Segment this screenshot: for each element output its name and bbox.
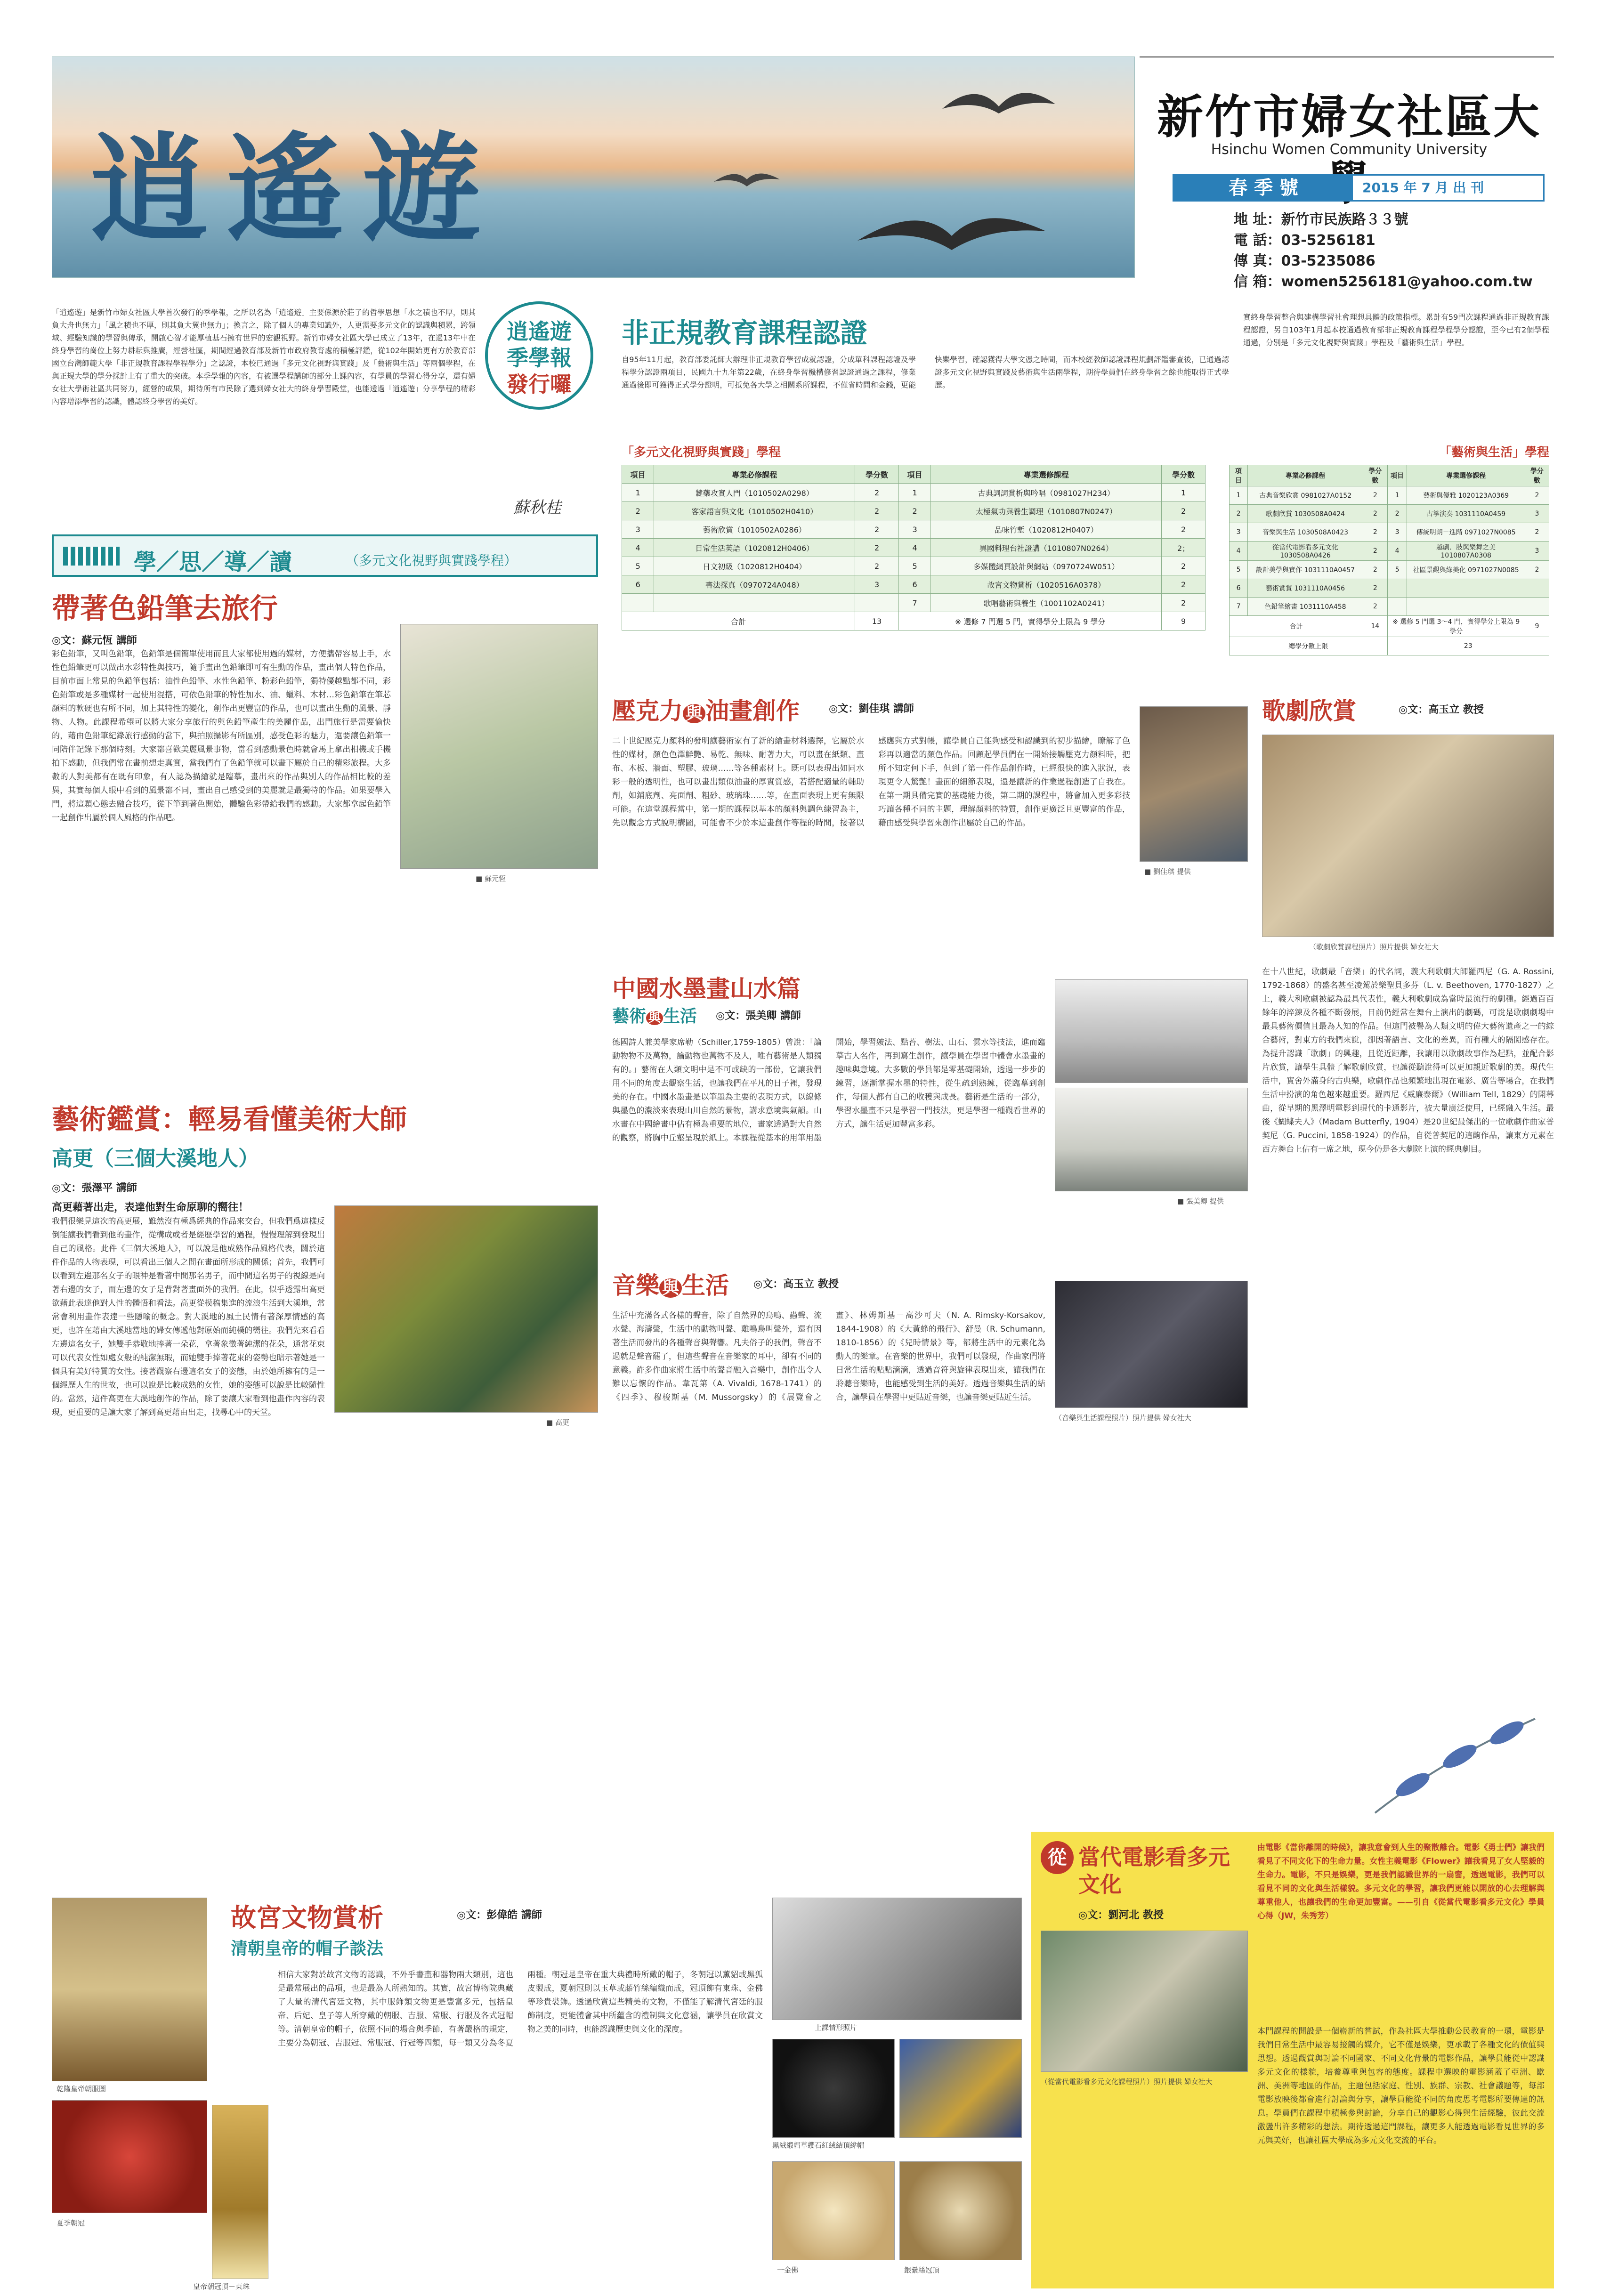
photo-caption: 皇帝朝冠頂－東珠 [193, 2282, 250, 2291]
table-cell: 多媒體網頁設計與網站（0970724W051） [931, 557, 1162, 575]
table-row [1230, 598, 1549, 616]
section-banner [52, 534, 598, 577]
article-subtitle: 藝術 與 生活 [612, 1007, 697, 1026]
article-photo [334, 1205, 598, 1413]
article-palace [52, 1898, 1022, 2291]
table-cell: 3 [1525, 542, 1549, 561]
table-cell: 6 [622, 575, 654, 594]
table-cell: 2 [855, 539, 899, 557]
table-cell: 2； [1162, 539, 1206, 557]
bird-icon [853, 198, 1051, 259]
table-cell: 色鉛筆繪畫 1031110A458 [1248, 598, 1363, 616]
table-cell: 5 [1387, 561, 1407, 579]
table-cell [622, 594, 654, 612]
table-cell: 2 [1162, 594, 1206, 612]
table-cell: 藝術與優雅 1020123A0369 [1407, 486, 1525, 505]
address-row: 地 址：新竹市民族路３３號 [1234, 211, 1408, 228]
table-cell: 7 [898, 594, 930, 612]
table-grand-total-row [1230, 637, 1549, 655]
table-cell: 2 [1363, 579, 1387, 598]
table-cell: 2 [622, 502, 654, 520]
table-cell: 日常生活英語（1020812H0406） [654, 539, 855, 557]
table-cell [1407, 598, 1525, 616]
article-photo [772, 1898, 1022, 2020]
table-cell: 藝術欣賞（1010502A0286） [654, 520, 855, 539]
issue-date: 2015 年 7 月 出 刊 [1362, 180, 1484, 195]
table-cell [1525, 598, 1549, 616]
table-cell: 1 [622, 484, 654, 502]
photo-caption: （音樂與生活課程照片）照片提供 婦女社大 [1055, 1414, 1191, 1422]
photo-caption: 乾隆皇帝朝服圖 [57, 2085, 106, 2093]
table-row [622, 575, 1206, 594]
email[interactable]: women5256181@yahoo.com.tw [1281, 274, 1533, 290]
table-cell: 1 [1162, 484, 1206, 502]
table-cell: 6 [898, 575, 930, 594]
photo-caption: （從當代電影看多元文化課程照片）照片提供 婦女社大 [1041, 2078, 1213, 2086]
table-cell: 設計美學與實作 1031110A0457 [1248, 561, 1363, 579]
table-cell: 社區景觀與綠美化 0971027N0085 [1407, 561, 1525, 579]
photo-caption: ■ 張美卿 提供 [1177, 1197, 1224, 1205]
article-photo [52, 1898, 207, 2081]
article-quote: 高更藉著出走，表達他對生命原聊的嚮往！ [52, 1201, 249, 1213]
article-author: ◎文：劉河北 教授 [1078, 1909, 1164, 1921]
article-title: 藝術鑑賞：輕易看懂美術大師 [52, 1103, 407, 1135]
table-total-cell: 合計 [622, 612, 855, 631]
table-total-cell: 9 [1162, 612, 1206, 631]
table-total-cell: ※ 選修 7 門選 5 門，實得學分上限為 9 學分 [898, 612, 1161, 631]
cert-intro-right: 實終身學習整合與建構學習社會理想具體的政策指標。累計有59門次課程通過非正規教育課程認證，另自103年1月起本校通過教育部非正規教育課程學程學分認證，至今已有2個學程通過，分別是「多元文化視野與實踐」學程及「藝術與生活」學程。 [1243, 313, 1549, 347]
cert-title: 非正規教育課程認證 [622, 317, 868, 349]
editorial-text: 「逍遙遊」是新竹市婦女社區大學首次發行的季學報，之所以名為「逍遙遊」主要係源於莊子的哲學思想「水之積也不厚，則其負大舟也無力」「風之積也不厚，則其負大翼也無力」；換言之，除了個人的專業知識外，人更需要多元文化的認識與積累，跨領域、經驗知識的學習與傳承，開啟心智才能厚植基石擁有世界的宏觀視野。新竹市婦女社區大學已成立了13年，在過13年中在終身學習的崗位上努力耕耘與推廣，經營社區，期間經過教育部及新竹市政府教育處的積極評鑑，從102年開始更有方於教育部國立台灣師範大學「非正規教育課程學程學分」之認證，本校已通過「多元文化視野與實踐」及「藝術與生活」等兩個學程，在與正規大學的學分採計上有了重大的突破。本季學報的內容，有被選學程講師的部分上課內容，有學員的學習心得分享，還有婦女社大學術社區共同努力，經營的成果，期待所有市民除了選到婦女社大的終身學習殿堂，也能透過「逍遙遊」分享學程的精彩內容增添學習的認識，體認終身學習的美好。 [52, 308, 476, 406]
table-total-cell: ※ 選修 5 門選 3～4 門，實得學分上限為 9 學分 [1387, 616, 1525, 637]
table-b [1229, 443, 1549, 655]
table-cell: 客家語言與文化（1010502H0410） [654, 502, 855, 520]
table-cell: 音樂與生活 1030508A0423 [1248, 523, 1363, 542]
table-cell: 1 [898, 484, 930, 502]
table-row [1230, 542, 1549, 561]
org-name-en: Hsinchu Women Community University [1211, 141, 1488, 158]
grand-total-label: 總學分數上限 [1230, 637, 1388, 655]
table-cell: 藝術賞賞 1031110A0456 [1248, 579, 1363, 598]
fax-row: 傳 真：03-5235086 [1234, 253, 1375, 269]
article-body: 我們很樂見這次的高更展，雖然沒有極爲經典的作品來交台，但我們爲這樣反倒能讓我們看到他的畫作，從構成或者是經歷學習的過程，慢慢理解到發現出自己的風格。此件《三個大溪地人》，可以說是他成熟作品風格代表，關於這件作品的人物表現，可以看出三個人之間在畫面所形成的關係；首先，我們可以看到左邊那名女子的眼神是看著中間那名男子，而中間這名男子的視線是向著右邊的女子，而左邊的女子是背對著畫面外的我們。在此，似乎透露出高更欲藉此表達他對人性的體悟和看法。高更從模稿集進的流浪生活到大溪地，常常會利用畫作表達一些隱喻的概念。對大溪地的風土民情有著深厚情感的高更，也許在藉由大溪地當地的婦女傳遞他對原始而純樸的嚮往。我們先來看看左邊這名女子，她雙手恭敬地捧著一朵花，拿著象徵著純潔的花朵，通常花束可以代表女性如處女般的純潔無瑕，而她雙手捧著花束的姿勢也暗示著她是一個具有美好特質的女性。接著觀察右邊這名女子的姿態，由於她所擁有的是一個經歷人生的世故，也可以說是比較成熟的女性，她的姿態可以說是比較隨性的。當然，這件高更在大溪地創作的作品，除了要讓大家看到他畫作內容的表現，更重要的是讓大家了解到高更藉由出走，找尋心中的天堂。 [52, 1217, 325, 1417]
table-a [622, 443, 1206, 631]
article-quote: 由電影《當你離開的時候》，讓我意會到人生的聚散離合。電影《勇士們》讓我們看見了不同文化下的生命力量。女性主義電影《Flower》讓我看見了女人堅毅的生命力。電影，不只是娛樂，更是我們認識世界的一扇窗，透過電影，我們可以看見不同的文化與生活樣貌。多元文化的學習，讓我們更能以開放的心去理解與尊重他人，也讓我們的生命更加豐富。——引自《從當代電影看多元文化》學員心得（JW，朱秀芳） [1257, 1843, 1545, 1921]
article-title: 帶著色鉛筆去旅行 [52, 592, 278, 625]
article-author: ◎文：高玉立 教授 [753, 1278, 839, 1290]
article-body: 德國詩人兼美學家席勒（Schiller,1759-1805）曾說：「論動物物不及萬物，論動物也萬物不及人，唯有藝術是人類獨有的。」藝術在人類文明中是不可或缺的一部份，它讓我們用不同的角度去觀察生活，也讓我們在平凡的日子裡，發現美的存在。中國水墨畫是以筆墨為主要的表現方式，以線條與墨色的濃淡來表現山川自然的景物，講求意境與氣韻。山水畫在中國繪畫中佔有極為重要的地位，畫家透過對大自然的觀察，將胸中丘壑呈現於紙上。本課程從基本的用筆用墨開始，學習皴法、點苔、樹法、山石、雲水等技法，進而臨摹古人名作，再到寫生創作，讓學員在學習中體會水墨畫的趣味與意境。大多數的學員都是零基礎開始，透過一步步的練習，逐漸掌握水墨的特性，從生疏到熟練，從臨摹到創作，每個人都有自己的收穫與成長。藝術是生活的一部分，學習水墨畫不只是學習一門技法，更是學習一種觀看世界的方式，讓生活更加豐富多彩。 [612, 1038, 1045, 1143]
table-cell: 2 [1363, 523, 1387, 542]
table-cell: 2 [1525, 561, 1549, 579]
table-total-cell: 13 [855, 612, 899, 631]
org-name: 新竹市婦女社區大 [1157, 90, 1541, 144]
table-cell: 2 [1230, 505, 1248, 523]
table-b-grid: 項目 專業必修課程 學分數 項目 專業選修課程 學分數 1 古典音樂欣賞 0981027A0152 2 1 藝術與優雅 1020123A0369 2 2 歌劇欣賞 1030508A0424 2 2 古箏演奏 1031110A0459 3 3 音樂與生活 1030508A0423 2 3 傳統明朗－進階 0971027N0085 2 4 從當代電影看多元文化 1030508A0426 2 4 越劇．肢與樂舞之美 1010807A0308 3 5 設計美學與實作 1031110A0457 2 5 社區景觀與綠美化 0971027N0085 2 6 藝術賞賞 1031110A0456 2 7 色鉛筆繪畫 1031110A458 2 合計 14 ※ 選修 5 門選 3～4 門，實得學分上限為 9 學分 9 總學分數上限 23 [1229, 465, 1549, 655]
grand-total-value: 23 [1387, 637, 1549, 655]
masthead [0, 0, 1602, 292]
photo-caption: 一金佛 [777, 2266, 799, 2274]
table-cell: 2 [1162, 575, 1206, 594]
table-cell: 異國料理台社證講（1010807N0264） [931, 539, 1162, 557]
table-cell: 3 [1387, 523, 1407, 542]
table-cell: 傳統明朗－進階 0971027N0085 [1407, 523, 1525, 542]
article-body: 在十八世紀，歌劇最「音樂」的代名詞，義大利歌劇大師羅西尼（G. A. Rossini, 1792-1868）的盛名甚至凌駕於樂聖貝多芬（L. v. Beethoven, 1770-1827）之上，義大利歌劇被認為最具代表性，義大利歌劇成為當時最流行的劇種。經過百百餘年的淬鍊及各種不斷發展，目前仍經常在舞台上演出的劇碼，可說是歌劇劇場中最具藝術價值且最為人知的作品。但這門被譽為人類文明的偉大藝術遺產之一的綜合藝術，對東方的我們來說，卻因著語言、文化的差異，而有種大的隔閡感存在。為提升認識「歌劇」的興趣，且從近距離，我讓用以歌劇故事作為起點，並配合影片欣賞，讓學生具體了解歌劇欣賞，也讓從聽說得可以更加親近歌劇的美。現代生活中，實舍外滿身的古典樂，歌劇作品也頻繁地出現在電影、廣告等場合，在我們生活中扮演的角色越來越重要。羅西尼《威廉泰爾》（William Tell, 1829）的開幕曲，從早期的黑澤明電影到現代的卡通影片，被大量廣泛使用，已經融入生活。最後《蝴蝶夫人》（Madam Butterfly, 1904）是20世紀最傑出的一位歌劇作曲家普契尼（G. Puccini, 1858-1924）的作品，自從普契尼的這齣作品，讓東方元素在西方舞台上佔有一席之地，現今仍是各大劇院上演的經典劇目。 [1262, 967, 1554, 1154]
issue-label: 春 季 號 [1174, 176, 1353, 200]
article-photo [772, 2161, 895, 2260]
table-cell: 3 [1230, 523, 1248, 542]
table-cell: 4 [898, 539, 930, 557]
table-cell [1525, 579, 1549, 598]
table-cell: 2 [1525, 523, 1549, 542]
photo-caption: ■ 高更 [546, 1418, 569, 1427]
address: 新竹市民族路３３號 [1281, 211, 1408, 228]
photo-caption: 銀纍絲冠頂 [904, 2266, 940, 2274]
article-art-appreciation [52, 1097, 598, 1964]
table-row [1230, 561, 1549, 579]
table-cell: 古典詞詞賞析與吟唱（0981027H234） [931, 484, 1162, 502]
table-cell: 2 [1162, 557, 1206, 575]
article-body: 相信大家對於故宮文物的認識，不外乎書畫和器物兩大類別，這也是最常展出的品項，也是最為人所熟知的。其實，故宮博物院典藏了大量的清代宮廷文物，其中服飾類文物更是豐富多元，包括皇帝、后妃、皇子等人所穿戴的朝服、吉服、常服、行服及各式冠帽等。清朝皇帝的帽子，依照不同的場合與季節，有著嚴格的規定，主要分為朝冠、吉服冠、常服冠、行冠等四類，每一類又分為冬夏兩種。朝冠是皇帝在重大典禮時所戴的帽子，冬朝冠以薰貂或黑狐皮製成，夏朝冠則以玉草或藤竹絲編織而成，冠頂飾有東珠、金佛等珍貴裝飾。透過欣賞這些精美的文物，不僅能了解清代宮廷的服飾制度，更能體會其中所蘊含的禮制與文化意涵，讓學員在欣賞文物之美的同時，也能認識歷史與文化的深度。 [278, 1970, 763, 2048]
table-cell: 2 [1363, 598, 1387, 616]
article-body: 生活中充滿各式各樣的聲音，除了自然界的鳥鳴、蟲聲、流水聲、海濤聲，生活中的動物叫聲、雞鳴鳥叫聲外，還有因著生活而發出的各種聲音與聲響。凡夫俗子的我們，聲音不過就是聲音罷了，但這些聲音在音樂家的耳中，卻有不同的意義。許多作曲家將生活中的聲音融入音樂中，創作出令人難以忘懷的作品。韋瓦第（A. Vivaldi, 1678-1741）的《四季》、穆梭斯基（M. Mussorgsky）的《展覽會之畫》、林姆斯基－高沙可夫（N. A. Rimsky-Korsakov, 1844-1908）的《大黃蜂的飛行》、舒曼（R. Schumann, 1810-1856）的《兒時情景》等，都將生活中的元素化為動人的樂章。在音樂的世界中，我們可以發現，作曲家們將日常生活的點點滴滴，透過音符與旋律表現出來，讓我們在聆聽音樂時，也能感受到生活的美好。透過音樂與生活的結合，讓學員在學習中更貼近音樂，也讓音樂更貼近生活。 [612, 1311, 1045, 1402]
article-photo [52, 2100, 207, 2213]
film-badge: 從 [1041, 1841, 1074, 1874]
table-row [622, 557, 1206, 575]
article-author: ◎文：張澤平 講師 [52, 1182, 137, 1194]
article-photo [772, 2039, 895, 2138]
article-photo [400, 624, 598, 869]
article-body: 二十世紀壓克力顏料的發明讓藝術家有了新的繪畫材料選擇，它屬於水性的媒材，顏色色澤鮮艷、易乾、無味、耐著力大，可以畫在紙類、畫布、木板、牆面、塑膠、玻璃……等各種素材上。既可以表現出如同水彩一般的透明性，也可以畫出類似油畫的厚實質感，若搭配適量的輔助劑，如鋪底劑、亮面劑、粗砂、玻璃珠……等，在畫面表現上更有無限可能。在這堂課程當中，第一期的課程以基本的顏料與調色練習為主，先以觀念方式說明構圖，可能會不少於本這畫創作等程的時間，接著以感應與方式對帳，讓學員自己能夠感受和認識到的初步描繪，瞭解了色彩再以適當的顏色作品。回顧起學員們在一開始接觸壓克力顏料時，把所不知定何下手，但到了第一件作品創作時，已經很快的進入狀況，表現更令人驚艷！畫面的細節表現，還是讓新的作業過程創造了自我在。在第一期具備完實的基礎能力後，第二期的課程中，將會加入更多彩技巧讓各種不同的主題，理解顏料的特質，創作更廣泛且更豐富的作品，藉由感受與學習來創作出屬於自己的作品。 [612, 736, 1130, 828]
table-cell: 故宮文物賞析（1020516A0378） [931, 575, 1162, 594]
table-row [622, 484, 1206, 502]
table-cell: 越劇．肢與樂舞之美 1010807A0308 [1407, 542, 1525, 561]
table-cell: 書法探真（0970724A048） [654, 575, 855, 594]
table-cell [1387, 579, 1407, 598]
article-body: 本門課程的開設是一個嶄新的嘗試，作為社區大學推動公民教育的一環，電影是我們日常生活中最容易接觸的媒介，它不僅是娛樂，更承載了各種文化的價值與思想。透過觀賞與討論不同國家、不同文化背景的電影作品，讓學員能從中認識多元文化的樣貌，培養尊重與包容的態度。課程中選映的電影涵蓋了亞洲、歐洲、美洲等地區的作品，主題包括家庭、性別、族群、宗教、社會議題等，每部電影放映後都會進行討論與分享，讓學員能從不同的角度思考電影所要傳達的訊息。學員們在課程中積極參與討論，分享自己的觀影心得與生活經驗，彼此交流激盪出許多精彩的想法。期待透過這門課程，讓更多人能透過電影看見世界的多元與美好，也讓社區大學成為多元文化交流的平台。 [1257, 2027, 1545, 2145]
table-total-cell: 合計 [1230, 616, 1363, 637]
table-cell: 古典音樂欣賞 0981027A0152 [1248, 486, 1363, 505]
table-cell: 2 [898, 502, 930, 520]
editorial-signature: 蘇秋桂 [513, 498, 561, 517]
table-cell: 3 [898, 520, 930, 539]
article-acrylic [612, 692, 1248, 956]
flower-decoration-icon [1356, 1705, 1545, 1822]
table-total-cell: 14 [1363, 616, 1387, 637]
article-photo [1140, 706, 1248, 862]
table-cell: 2 [1363, 561, 1387, 579]
banner-icon [63, 547, 120, 566]
editorial-badge: 逍遙遊 季學報 發行囉 [485, 301, 593, 410]
table-cell: 4 [1230, 542, 1248, 561]
table-cell: 2 [855, 557, 899, 575]
table-row [1230, 579, 1549, 598]
table-cell [1407, 579, 1525, 598]
article-photo [1055, 1281, 1248, 1408]
certification [612, 301, 1554, 650]
bird-icon [938, 81, 1060, 132]
photo-caption: ■ 蘇元恆 [476, 874, 506, 883]
table-cell: 5 [1230, 561, 1248, 579]
table-cell: 4 [1387, 542, 1407, 561]
article-author: ◎文：彭偉皓 講師 [457, 1909, 542, 1921]
photo-caption: 上課情形照片 [815, 2023, 858, 2032]
table-cell: 2 [1363, 486, 1387, 505]
article-subtitle: 清朝皇帝的帽子談法 [231, 1939, 384, 1958]
article-author: ◎文：劉佳琪 講師 [829, 703, 914, 715]
email-row: 信 箱：women5256181@yahoo.com.tw [1234, 274, 1533, 290]
table-cell: 2 [855, 520, 899, 539]
issue-bar [1173, 174, 1545, 202]
article-author: ◎文：高玉立 教授 [1399, 704, 1484, 716]
article-film [1031, 1832, 1554, 2288]
article-author: ◎文：張美卿 講師 [716, 1010, 801, 1022]
cert-intro: 自95年11月起，教育部委託師大辦理非正規教育學習成就認證，分成單科課程認證及學程學分認證兩項目，民國九十九年第22歲，在終身學習機構修習認證通過之課程，修業通過後即可獲得正式學分證明，可抵免各大學之相關系所課程，不僅省時間和金錢，更能快樂學習，確認獲得大學文憑之時間，而本校經教師認證課程規劃評鑑審查後，已通過認證多元文化視野與實踐及藝術與生活兩學程，期待學員們在終身學習之餘也能取得正式學歷。 [622, 355, 1229, 389]
article-photo [1041, 1931, 1248, 2072]
table-row [622, 520, 1206, 539]
article-photo [1055, 979, 1248, 1083]
table-cell: 3 [1525, 505, 1549, 523]
table-cell: 5 [622, 557, 654, 575]
bird-icon [712, 165, 782, 194]
article-opera [1262, 692, 1554, 1822]
table-cell: 從當代電影看多元文化 1030508A0426 [1248, 542, 1363, 561]
article-title: 中國水墨畫山水篇 [612, 975, 801, 1002]
table-cell: 品味竹塹（1020812H0407） [931, 520, 1162, 539]
photo-caption: （歌劇欣賞課程照片）照片提供 婦女社大 [1309, 943, 1439, 951]
table-cell: 歌唱藝術與養生（1001102A0241） [931, 594, 1162, 612]
table-total-row [622, 612, 1206, 631]
table-cell: 1 [1387, 486, 1407, 505]
table-cell: 太極氣功與養生調理（1010807N0247） [931, 502, 1162, 520]
masthead-art [52, 57, 1135, 278]
phone-row: 電 話：03-5256181 [1234, 232, 1375, 249]
table-a-grid: 項目 專業必修課程 學分數 項目 專業選修課程 學分數 1 鍵藥攻實人門（1010502A0298） 2 1 古典詞詞賞析與吟唱（0981027H234） 1 2 客家語言與文化（1010502H0410） 2 2 太極氣功與養生調理（1010807N0247） 2 3 藝術欣賞（1010502A0286） 2 3 品味竹塹（1020812H0407） 2 4 日常生活英語（1020812H0406） 2 4 異國料理台社證講（1010807N0264） 2； 5 日文初級（1020812H0404） 2 5 多媒體網頁設計與網站（0970724W051） 2 6 書法探真（0970724A048） 3 6 故宮文物賞析（1020516A0378） 2 7 歌唱藝術與養生（1001102A0241） 2 合計 13 ※ 選修 7 門選 5 門，實得學分上限為 9 學分 9 [622, 465, 1206, 631]
table-cell: 3 [622, 520, 654, 539]
table-row [1230, 523, 1549, 542]
table-cell: 2 [855, 484, 899, 502]
table-cell: 歌劇欣賞 1030508A0424 [1248, 505, 1363, 523]
table-row [622, 502, 1206, 520]
contact-block [1234, 210, 1554, 292]
table-cell: 2 [1363, 505, 1387, 523]
table-cell [855, 594, 899, 612]
article-photo [899, 2161, 1022, 2260]
table-row [622, 539, 1206, 557]
table-cell: 2 [1162, 502, 1206, 520]
article-author: ◎文：蘇元恆 講師 [52, 635, 137, 647]
table-cell: 2 [1387, 505, 1407, 523]
table-cell: 6 [1230, 579, 1248, 598]
table-cell: 2 [1162, 520, 1206, 539]
article-title: 壓克力 與 油畫創作 [612, 697, 800, 725]
article-title: 歌劇欣賞 [1262, 697, 1356, 725]
table-a-title: 「多元文化視野與實踐」學程 [622, 445, 781, 460]
table-row [622, 594, 1206, 612]
article-photo [1262, 735, 1554, 937]
photo-caption: 夏季朝冠 [57, 2219, 85, 2227]
table-cell: 2 [855, 502, 899, 520]
article-photo [1055, 1088, 1248, 1191]
table-cell: 2 [1363, 542, 1387, 561]
table-cell [654, 594, 855, 612]
table-cell: 2 [1525, 486, 1549, 505]
table-row [1230, 505, 1549, 523]
table-cell: 古箏演奏 1031110A0459 [1407, 505, 1525, 523]
article-body: 彩色鉛筆，又叫色鉛筆，色鉛筆是個簡單使用而且大家都使用過的媒材，方便攜帶容易上手，水性色鉛筆更可以做出水彩特性與技巧，隨手畫出色鉛筆即可有生動的作品，畫出個人特色作品，目前市面上常見的色鉛筆包括：油性色鉛筆、水性色鉛筆、粉彩色鉛筆，獨特優越點都不同，彩色鉛筆或是多種媒材一起使用混搭，可依色鉛筆的特性加水、油、蠟料、木材…彩色鉛筆在筆芯顏料的軟硬也有所不同，加上其特性的變化，創作出更豐富的作品，也可以畫出生動的風景、靜物、人物。此課程希望可以將大家分享旅行的與色鉛筆產生的美麗作品，出門旅行是需要愉快的，藉由色鉛筆紀錄旅行感動的當下，與拍照攝影有所區別，感受色彩的魅力，還要讓色鉛筆一同陪伴記錄下那個時刻。大家都喜歡美麗風景事物，當看到感動景色時就會馬上拿出相機或手機拍下感動，但我們常在畫前想走真實，當我們有了色鉛筆就可以畫下屬於自己的精彩旅程。大多數的人對美都有在既有印象，有人認為描繪就是臨摹，畫出來的作品與別人的作品相比較的差異，其實每個人眼中看到的風景都不同，畫出自己感受到的美麗就是最獨特的作品。如果要學入門，將這顆心態去融合技巧，從下筆到著色開始，體驗色彩帶給我們的感動。大家都拿起色鉛筆一起創作出屬於個人風格的作品吧。 [52, 649, 391, 823]
article-photo [899, 2039, 1022, 2138]
banner-sub: （多元文化視野與實踐學程） [346, 553, 518, 568]
article-title: 當代電影看多元文化 [1078, 1844, 1230, 1897]
table-cell: 1 [1230, 486, 1248, 505]
table-cell: 5 [898, 557, 930, 575]
phone: 03-5256181 [1281, 232, 1375, 249]
article-ink [612, 970, 1248, 1243]
fax: 03-5235086 [1281, 253, 1375, 269]
photo-caption: 黑絨緞帽草纓石紅絨結頂緯帽 [772, 2141, 865, 2150]
masthead-title-art: 逍遙遊 [90, 120, 500, 258]
photo-caption: ■ 劉佳琪 提供 [1144, 867, 1191, 876]
table-cell: 鍵藥攻實人門（1010502A0298） [654, 484, 855, 502]
table-row [1230, 486, 1549, 505]
article-music [612, 1267, 1248, 1822]
table-total-row [1230, 616, 1549, 637]
editorial [52, 301, 598, 525]
table-cell [1387, 598, 1407, 616]
table-cell: 日文初級（1020812H0404） [654, 557, 855, 575]
article-subtitle: 高更（三個大溪地人） [52, 1147, 259, 1171]
table-cell: 3 [855, 575, 899, 594]
table-cell: 7 [1230, 598, 1248, 616]
article-title: 故宮文物賞析 [231, 1903, 383, 1932]
article-title: 音樂 與 生活 [612, 1272, 729, 1299]
article-pencil [52, 586, 598, 1085]
table-total-cell: 9 [1525, 616, 1549, 637]
table-b-title: 「藝術與生活」學程 [1439, 445, 1549, 460]
table-cell: 4 [622, 539, 654, 557]
article-photo [212, 2105, 268, 2279]
banner-label: 學／思／導／讀 [134, 549, 292, 575]
